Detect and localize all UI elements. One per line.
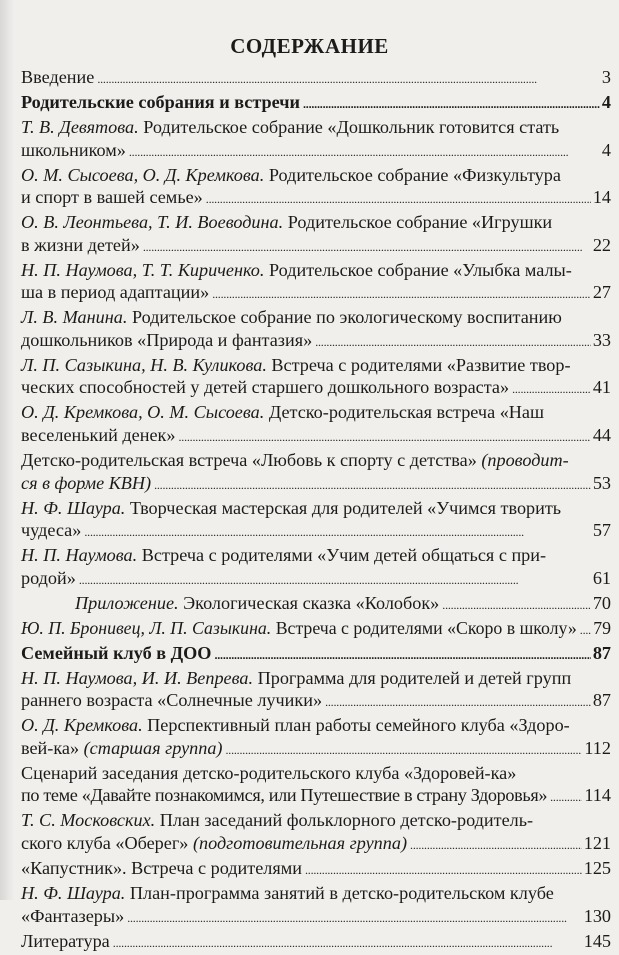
dot-leader (550, 784, 582, 809)
toc-entry-literature[interactable] (21, 930, 611, 955)
entry-title-line2: раннего возраста «Солнечные лучики» (21, 690, 323, 711)
entry-author: Л. В. Манина. (21, 307, 128, 328)
entry-title-line1: План-программа занятий в детско-родительском клубе (129, 883, 554, 903)
toc-section-family-club[interactable] (21, 642, 611, 667)
dot-leader (442, 592, 591, 617)
page-number: 130 (583, 905, 611, 926)
toc-entry[interactable] (21, 211, 611, 258)
page-number: 53 (592, 472, 611, 493)
page-number: 70 (592, 592, 611, 613)
entry-title-line2: по теме «Давайте познакомимся, или Путешествие в страну Здоровья» (21, 785, 548, 806)
entry-title-line1: Родительское собрание «Дошкольник готовится стать (143, 116, 560, 137)
entry-title-line2: школьником» (21, 139, 126, 160)
entry-title-line1: Родительское собрание по экологическому воспитанию (131, 307, 562, 328)
entry-title-line2: ского клуба «Оберег» (21, 833, 189, 854)
entry-title-line2: ческих способностей у детей старшего дошкольного возраста» (21, 377, 510, 398)
toc-entry[interactable] (21, 544, 611, 591)
entry-note-line1: (проводит- (481, 450, 569, 471)
entry-author: Ю. П. Бронивец, Л. П. Сазыкина. (21, 617, 272, 638)
entry-title: Встреча с родителями «Скоро в школу» (275, 617, 577, 638)
dot-leader (305, 857, 582, 882)
entry-title-line1: Детско-родительская встреча «Наш (268, 402, 545, 423)
entry-title-line1: Перспективный план работы семейного клуба «Здоро- (147, 715, 570, 736)
entry-title-line2: в жизни детей» (21, 234, 140, 255)
entry-author: Т. С. Московских. (21, 810, 156, 831)
dot-leader (97, 66, 600, 91)
entry-author: О. Д. Кремкова, О. М. Сысоева. (21, 402, 265, 423)
page-number: 22 (592, 234, 611, 255)
dot-leader (303, 91, 600, 116)
page-number: 41 (592, 377, 611, 398)
entry-title-line1: Сценарий заседания детско-родительского клуба «Здоровей-ка» (21, 762, 517, 783)
dot-leader (143, 234, 591, 259)
toc-entry[interactable] (21, 809, 611, 856)
page-number: 114 (584, 785, 611, 806)
toc-entry[interactable] (21, 714, 611, 761)
page-number: 4 (601, 139, 611, 160)
toc-entry-introduction[interactable] (21, 66, 611, 91)
entry-title-line1: Встреча с родителями «Развитие твор- (271, 354, 571, 375)
page-number: 145 (583, 930, 611, 951)
entry-note-line2: ся в форме КВН) (21, 472, 152, 493)
page-number: 125 (583, 858, 611, 879)
page-number: 14 (592, 187, 611, 208)
entry-author: О. В. Леонтьева, Т. И. Воеводина. (21, 212, 284, 233)
dot-leader (127, 905, 582, 930)
entry-appendix-label: Приложение. (75, 592, 179, 613)
toc-entry[interactable] (21, 164, 611, 211)
entry-author: Н. П. Наумова, И. И. Вепрева. (21, 667, 254, 688)
page-gutter-shadow (0, 0, 14, 900)
entry-note: (подготовительная группа) (192, 833, 408, 854)
page-number: 79 (593, 617, 611, 638)
dot-leader (212, 281, 591, 306)
dot-leader (113, 930, 582, 955)
entry-title-line1: План заседаний фольклорного детско-родитель- (159, 810, 534, 831)
entry-title-line1: Родительское собрание «Улыбка малы- (268, 259, 572, 280)
dot-leader (178, 424, 590, 449)
dot-leader (206, 186, 591, 211)
toc-entry[interactable] (21, 259, 611, 306)
page-number: 87 (592, 690, 611, 711)
entry-title-line2: родой» (21, 567, 76, 588)
dot-leader (225, 737, 582, 762)
entry-title: Литература (21, 930, 110, 951)
page-number: 4 (601, 91, 611, 112)
table-of-contents (21, 66, 611, 955)
entry-author: Н. П. Наумова. (21, 545, 138, 566)
entry-author: Л. П. Сазыкина, Н. В. Куликова. (21, 354, 267, 375)
page-number: 61 (592, 567, 611, 588)
entry-title-line2: чудеса» (21, 520, 82, 541)
entry-author: О. Д. Кремкова. (21, 715, 143, 736)
toc-entry[interactable] (21, 401, 611, 448)
entry-title-line2: ша в период адаптации» (21, 282, 210, 303)
section-title: Семейный клуб в ДОО (21, 642, 212, 663)
entry-title: Экологическая сказка «Колобок» (183, 592, 440, 613)
dot-leader (79, 567, 591, 592)
entry-author: Н. П. Наумова, Т. Т. Кириченко. (21, 259, 265, 280)
toc-entry[interactable] (21, 116, 611, 163)
entry-title: «Капустник». Встреча с родителями (21, 858, 302, 879)
page-number: 27 (592, 282, 611, 303)
entry-title-line2: и спорт в вашей семье» (21, 187, 203, 208)
dot-leader (129, 139, 600, 164)
page-title: СОДЕРЖАНИЕ (230, 34, 389, 58)
toc-entry-appendix[interactable] (21, 592, 611, 617)
page-number: 33 (592, 329, 611, 350)
dot-leader (214, 642, 590, 667)
entry-title-line2: вей-ка» (21, 737, 80, 758)
dot-leader (410, 832, 582, 857)
page-number: 87 (592, 642, 611, 663)
page-number: 44 (592, 425, 611, 446)
entry-title-line1: Родительское собрание «Физкультура (268, 164, 561, 185)
toc-entry[interactable] (21, 857, 611, 882)
page-number: 3 (601, 67, 611, 87)
entry-note: (старшая группа) (83, 737, 223, 758)
dot-leader (84, 519, 590, 544)
toc-entry[interactable] (21, 306, 611, 353)
page-number: 112 (584, 737, 611, 758)
toc-entry[interactable] (21, 354, 611, 401)
toc-entry[interactable] (21, 762, 611, 809)
toc-entry[interactable] (21, 617, 611, 642)
entry-title-line1: Детско-родительская встреча «Любовь к спорту с детства» (21, 450, 477, 471)
dot-leader (325, 689, 591, 714)
entry-title: Введение (21, 67, 95, 87)
entry-title-line2: дошкольников «Природа и фантазия» (21, 329, 313, 350)
dot-leader (512, 376, 591, 401)
dot-leader (580, 617, 591, 642)
entry-author: О. М. Сысоева, О. Д. Кремкова. (21, 164, 265, 185)
page-number: 121 (583, 833, 611, 854)
dot-leader (315, 329, 591, 354)
entry-title-line2: «Фантазеры» (21, 905, 125, 926)
entry-title-line1: Встреча с родителями «Учим детей общаться с при- (141, 545, 547, 566)
toc-section-parent-meetings[interactable] (21, 91, 611, 116)
entry-title-line1: Родительское собрание «Игрушки (287, 212, 553, 233)
dot-leader (154, 472, 591, 497)
section-title: Родительские собрания и встречи (21, 91, 300, 112)
toc-entry[interactable] (21, 667, 611, 714)
page-number: 57 (592, 520, 611, 541)
toc-entry[interactable] (21, 882, 611, 929)
entry-author: Н. Ф. Шаура. (21, 883, 126, 903)
entry-author: Н. Ф. Шаура. (21, 497, 126, 518)
toc-entry[interactable] (21, 497, 611, 544)
entry-author: Т. В. Девятова. (21, 116, 139, 137)
toc-entry[interactable] (21, 449, 611, 496)
entry-title-line1: Программа для родителей и детей групп (257, 667, 572, 688)
entry-title-line1: Творческая мастерская для родителей «Учимся творить (129, 497, 562, 518)
entry-title-line2: веселенький денек» (21, 425, 176, 446)
